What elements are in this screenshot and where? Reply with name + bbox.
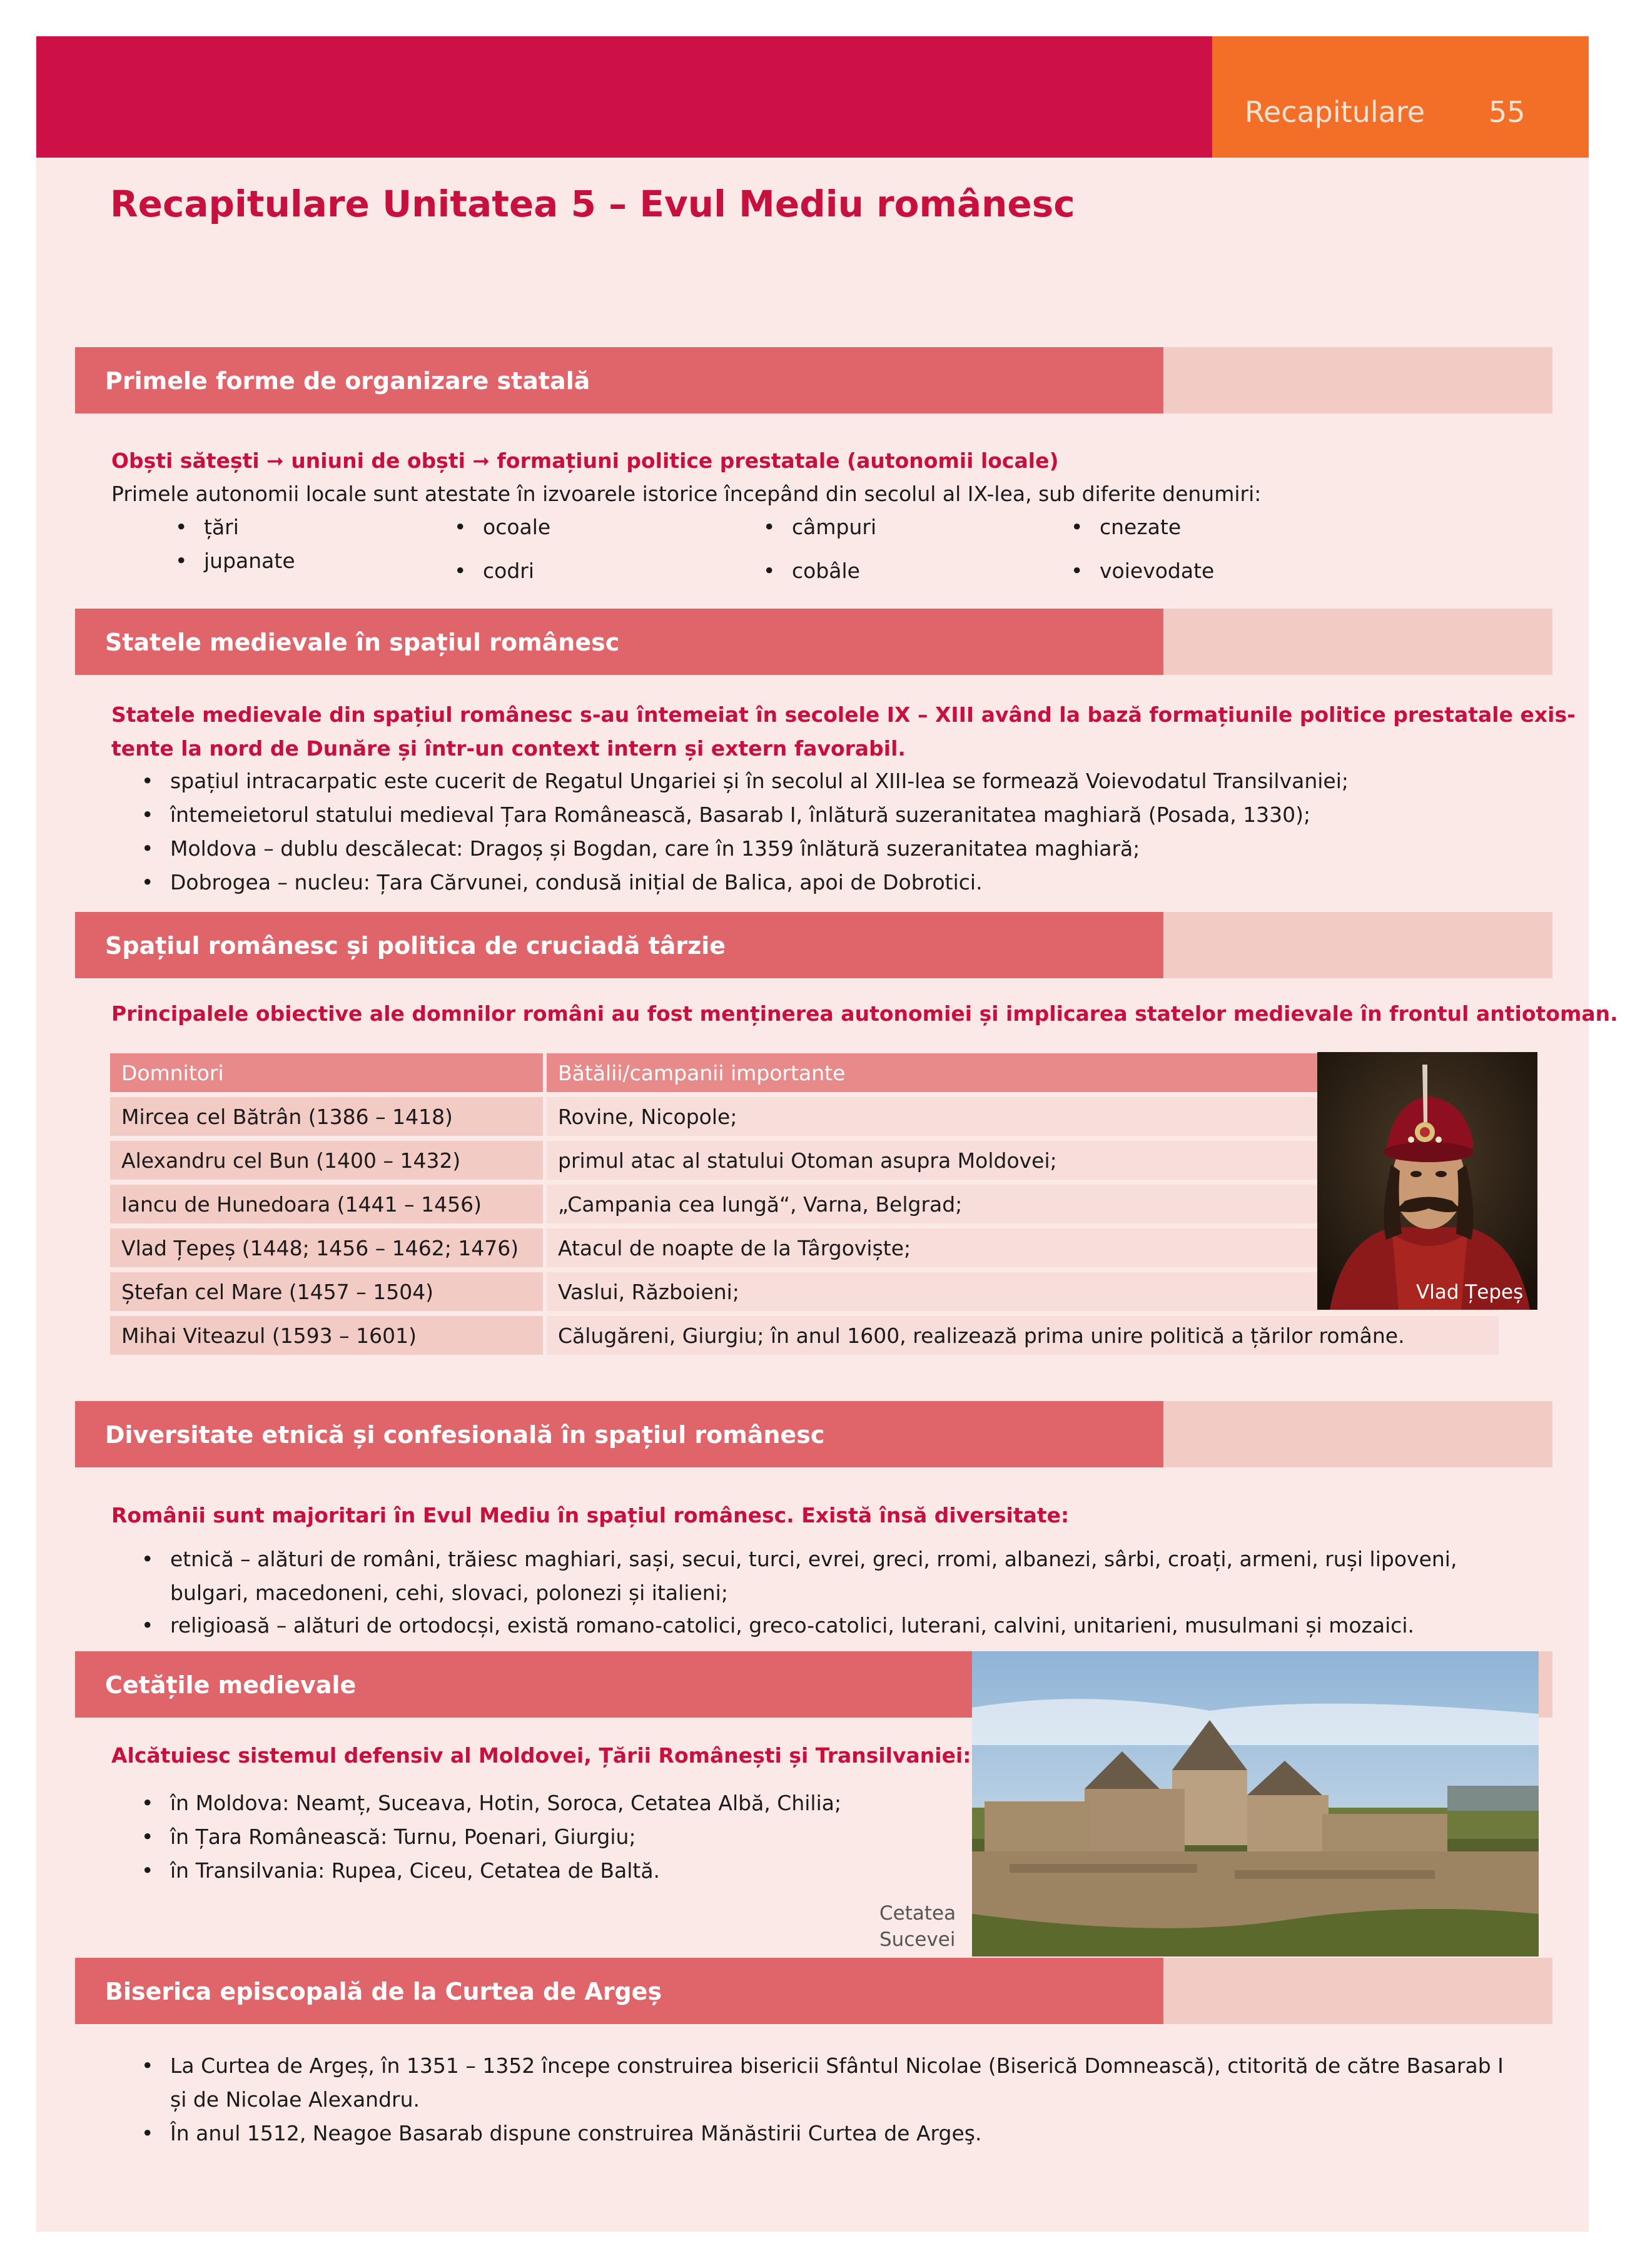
vlad-tepes-portrait [1317,1052,1537,1310]
cell-batalii: Atacul de noapte de la Târgoviște; [547,1228,1499,1267]
list-item: • codri [454,554,534,588]
table-row [110,1185,1499,1223]
cell-domnitor: Mihai Viteazul (1593 – 1601) [110,1316,547,1355]
section-heading-diversitate: Diversitate etnică și confesională în spațiul românesc [75,1401,1552,1467]
section-heading-cetati: Cetățile medievale [75,1651,1552,1718]
page-number: 55 [1489,95,1526,129]
list-item: • spațiul intracarpatic este cucerit de Regatul Ungariei și în secolul al XIII-lea se formează Voievodatul Transilvaniei; [141,764,1349,798]
list-item: • în Moldova: Neamț, Suceava, Hotin, Soroca, Cetatea Albă, Chilia; [141,1786,841,1820]
section-heading-organizare: Primele forme de organizare statală [75,347,1552,413]
s1-lead: Obști sătești ➞ uniuni de obști ➞ formațiuni politice prestatale (autonomii locale) [111,448,1059,473]
col-header-domnitori: Domnitori [110,1053,547,1092]
s5-bullet-list [141,1786,841,1888]
domnitori-table [110,1048,1499,1360]
table-row [110,1228,1499,1267]
list-item: • voievodate [1071,554,1214,588]
col-header-batalii: Bătălii/campanii importante [547,1053,1499,1092]
cell-batalii: Călugăreni, Giurgiu; în anul 1600, realizează prima unire politică a țărilor române. [547,1316,1499,1355]
list-item: • țări [175,510,239,544]
cell-batalii: primul atac al statului Otoman asupra Moldovei; [547,1141,1499,1180]
page-title: Recapitulare Unitatea 5 – Evul Mediu românesc [110,183,1075,225]
list-item: • religioasă – alături de ortodocși, există romano-catolici, greco-catolici, luterani, calvini, unitarieni, musulmani și mozaici. [141,1609,1414,1643]
s5-lead: Alcătuiesc sistemul defensiv al Moldovei, Țării Românești și Transilvaniei: [111,1743,971,1768]
section-heading-cruciada: Spațiul românesc și politica de cruciadă târzie [75,912,1552,978]
table-row [110,1272,1499,1311]
list-item: • jupanate [175,544,295,578]
header-bar [36,36,1212,158]
s4-lead: Românii sunt majoritari în Evul Mediu în spațiul românesc. Există însă diversitate: [111,1503,1070,1527]
cell-batalii: „Campania cea lungă“, Varna, Belgrad; [547,1185,1499,1223]
header-label: Recapitulare [1245,95,1425,129]
s2-lead-line1: Statele medievale din spațiul românesc s-au întemeiat în secolele IX – XIII având la bază formațiunile politice prestatale exis- [111,702,1576,727]
cell-domnitor: Mircea cel Bătrân (1386 – 1418) [110,1097,547,1136]
s1-text: Primele autonomii locale sunt atestate în izvoarele istorice începând din secolul al IX-lea, sub diferite denumiri: [111,482,1262,506]
caption-line: Sucevei [879,1928,956,1951]
s3-lead: Principalele obiective ale domnilor români au fost menținerea autonomiei și implicarea statelor medievale în frontul antiotoman. [111,1001,1618,1026]
fortress-caption [879,1900,956,1953]
table-row [110,1316,1499,1355]
list-item: • Dobrogea – nucleu: Țara Cărvunei, condusă inițial de Balica, apoi de Dobrotici. [141,866,1349,899]
list-item: • În anul 1512, Neagoe Basarab dispune construirea Mănăstirii Curtea de Argeş. [141,2117,981,2150]
caption-line: Cetatea [879,1902,956,1925]
list-item-continuation: și de Nicolae Alexandru. [170,2087,420,2112]
list-item: • cnezate [1071,510,1181,544]
s2-bullet-list [141,764,1349,899]
table-row [110,1141,1499,1180]
table-row [110,1097,1499,1136]
list-item: • câmpuri [763,510,876,544]
list-item: • Moldova – dublu descălecat: Dragoș și Bogdan, care în 1359 înlătură suzeranitatea maghiară; [141,832,1349,866]
s2-lead-line2: tente la nord de Dunăre și într-un context intern și extern favorabil. [111,736,906,761]
list-item: • întemeietorul statului medieval Țara Românească, Basarab I, înlătură suzeranitatea maghiară (Posada, 1330); [141,798,1349,832]
list-item: • ocoale [454,510,550,544]
list-item: • etnică – alături de români, trăiesc maghiari, sași, secui, turci, evrei, greci, rromi, albanezi, sârbi, croați, armeni, ruși lipoveni, [141,1542,1457,1576]
list-item: • cobâle [763,554,860,588]
list-item: • în Transilvania: Rupea, Ciceu, Cetatea de Baltă. [141,1854,841,1888]
table-header-row [110,1053,1499,1092]
list-item: • în Țara Românească: Turnu, Poenari, Giurgiu; [141,1820,841,1854]
cell-batalii: Rovine, Nicopole; [547,1097,1499,1136]
cell-domnitor: Ștefan cel Mare (1457 – 1504) [110,1272,547,1311]
cell-domnitor: Iancu de Hunedoara (1441 – 1456) [110,1185,547,1223]
portrait-caption: Vlad Țepeș [1416,1281,1524,1304]
cell-batalii: Vaslui, Războieni; [547,1272,1499,1311]
cetatea-sucevei-photo [972,1651,1539,1957]
list-item: • La Curtea de Argeș, în 1351 – 1352 începe construirea bisericii Sfântul Nicolae (Biserică Domnească), ctitorită de către Basarab I [141,2049,1504,2083]
section-heading-state: Statele medievale în spațiul românesc [75,609,1552,675]
cell-domnitor: Vlad Țepeș (1448; 1456 – 1462; 1476) [110,1228,547,1267]
section-heading-biserica: Biserica episcopală de la Curtea de Argeș [75,1958,1552,2024]
list-item-continuation: bulgari, macedoneni, cehi, slovaci, polonezi și italieni; [170,1581,728,1605]
cell-domnitor: Alexandru cel Bun (1400 – 1432) [110,1141,547,1180]
